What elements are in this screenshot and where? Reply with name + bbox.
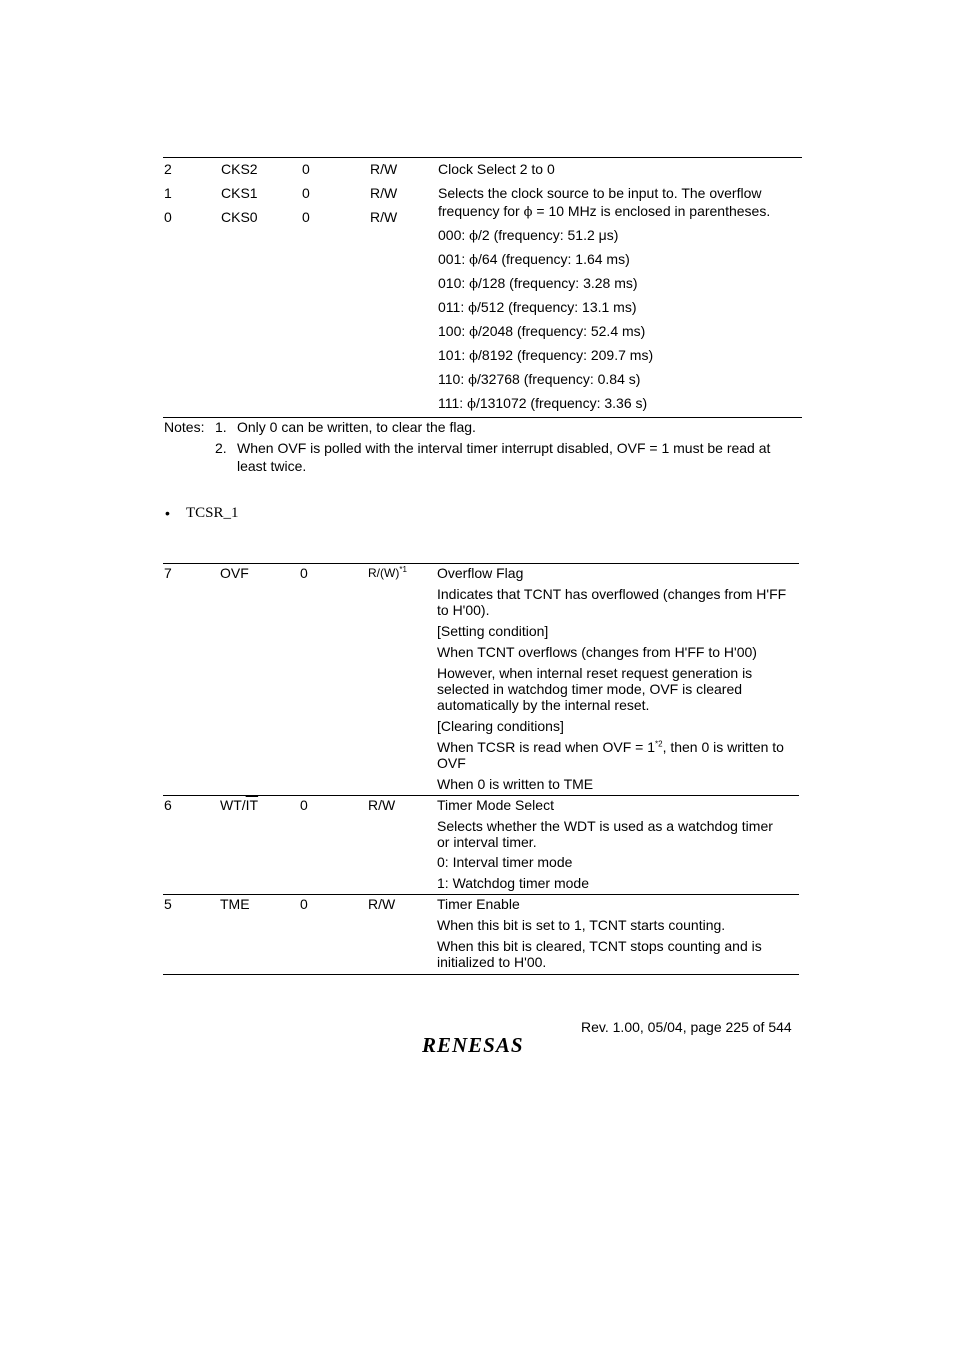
desc-text: automatically by the internal reset. <box>437 697 650 713</box>
option-item: 100: ϕ/2048 (frequency: 52.4 ms) <box>438 323 646 340</box>
cell-rw: R/W <box>370 209 398 225</box>
cell-rw: R/W <box>370 185 398 201</box>
cell-name: CKS1 <box>221 185 258 201</box>
table1-top-rule <box>163 157 802 158</box>
cell-init: 0 <box>300 797 308 813</box>
cell-name: TME <box>220 896 250 912</box>
cell-rw: R/W <box>368 896 396 912</box>
desc-text: Selects the clock source to be input to. The overflow <box>438 185 762 201</box>
cell-name: OVF <box>220 565 249 581</box>
desc-text: or interval timer. <box>437 834 537 850</box>
desc-text: selected in watchdog timer mode, OVF is cleared <box>437 681 743 697</box>
desc-text: [Clearing conditions] <box>437 718 564 734</box>
desc-text: 0: Interval timer mode <box>437 854 573 870</box>
bullet-icon: • <box>165 505 170 521</box>
note-number: 2. <box>215 440 227 456</box>
cell-name: $WT/\overline{IT}$ <box>220 797 259 813</box>
desc-text: Indicates that TCNT has overflowed (changes from H'FF <box>437 586 787 602</box>
cell-rw: $R/(W)^{*1}$ <box>368 565 407 580</box>
cell-name: CKS0 <box>221 209 258 225</box>
desc-text: initialized to H'00. <box>437 954 547 970</box>
table2-bottom-rule <box>163 974 799 975</box>
option-item: 110: ϕ/32768 (frequency: 0.84 s) <box>438 371 641 388</box>
desc-text: When 0 is written to TME <box>437 776 594 792</box>
cell-bit: 0 <box>164 209 172 225</box>
note-text: Only 0 can be written, to clear the flag. <box>237 419 476 435</box>
table1-bottom-rule <box>163 417 802 418</box>
section-heading: TCSR_1 <box>186 505 239 521</box>
option-item: 001: ϕ/64 (frequency: 1.64 ms) <box>438 251 630 268</box>
option-item: 101: ϕ/8192 (frequency: 209.7 ms) <box>438 347 654 364</box>
cell-init: 0 <box>302 161 310 177</box>
row-divider <box>163 894 799 895</box>
note-number: 1. <box>215 419 227 435</box>
desc-text: When this bit is cleared, TCNT stops counting and is <box>437 938 762 954</box>
table2-top-rule <box>163 563 799 564</box>
option-item: 011: ϕ/512 (frequency: 13.1 ms) <box>438 299 637 316</box>
note-text: When OVF is polled with the interval timer interrupt disabled, OVF = 1 must be read at <box>237 440 771 456</box>
desc-text: However, when internal reset request generation is <box>437 665 753 681</box>
note-text: least twice. <box>237 458 307 474</box>
option-item: 010: ϕ/128 (frequency: 3.28 ms) <box>438 275 638 292</box>
desc-text: [Setting condition] <box>437 623 549 639</box>
desc-title: Clock Select 2 to 0 <box>438 161 555 177</box>
desc-text: to H'00). <box>437 602 490 618</box>
desc-text: Selects whether the WDT is used as a watchdog timer <box>437 818 773 834</box>
cell-bit: 5 <box>164 896 172 912</box>
renesas-logo <box>420 1034 542 1056</box>
desc-title: Timer Enable <box>437 896 520 912</box>
cell-bit: 1 <box>164 185 172 201</box>
cell-bit: 2 <box>164 161 172 177</box>
cell-rw: R/W <box>368 797 396 813</box>
desc-text: 1: Watchdog timer mode <box>437 875 589 891</box>
desc-title: Overflow Flag <box>437 565 524 581</box>
notes-label: Notes: <box>164 419 205 435</box>
row-divider <box>163 795 799 796</box>
cell-name: CKS2 <box>221 161 258 177</box>
option-item: 000: ϕ/2 (frequency: 51.2 μs) <box>438 227 619 244</box>
page-info: Rev. 1.00, 05/04, page 225 of 544 <box>581 1019 792 1035</box>
desc-text: OVF <box>437 755 466 771</box>
option-item: 111: ϕ/131072 (frequency: 3.36 s) <box>438 395 648 412</box>
cell-rw: R/W <box>370 161 398 177</box>
cell-bit: 6 <box>164 797 172 813</box>
desc-text: When this bit is set to 1, TCNT starts counting. <box>437 917 726 933</box>
cell-init: 0 <box>300 565 308 581</box>
svg-text:RENESAS: RENESAS <box>422 1034 524 1056</box>
desc-text: When TCSR is read when OVF = $1^{*2}$, then 0 is written to <box>437 739 784 755</box>
cell-init: 0 <box>300 896 308 912</box>
desc-text: frequency for ϕ = 10 MHz is enclosed in parentheses. <box>438 203 771 220</box>
desc-title: Timer Mode Select <box>437 797 554 813</box>
cell-init: 0 <box>302 209 310 225</box>
cell-bit: 7 <box>164 565 172 581</box>
cell-init: 0 <box>302 185 310 201</box>
desc-text: When TCNT overflows (changes from H'FF to H'00) <box>437 644 757 660</box>
